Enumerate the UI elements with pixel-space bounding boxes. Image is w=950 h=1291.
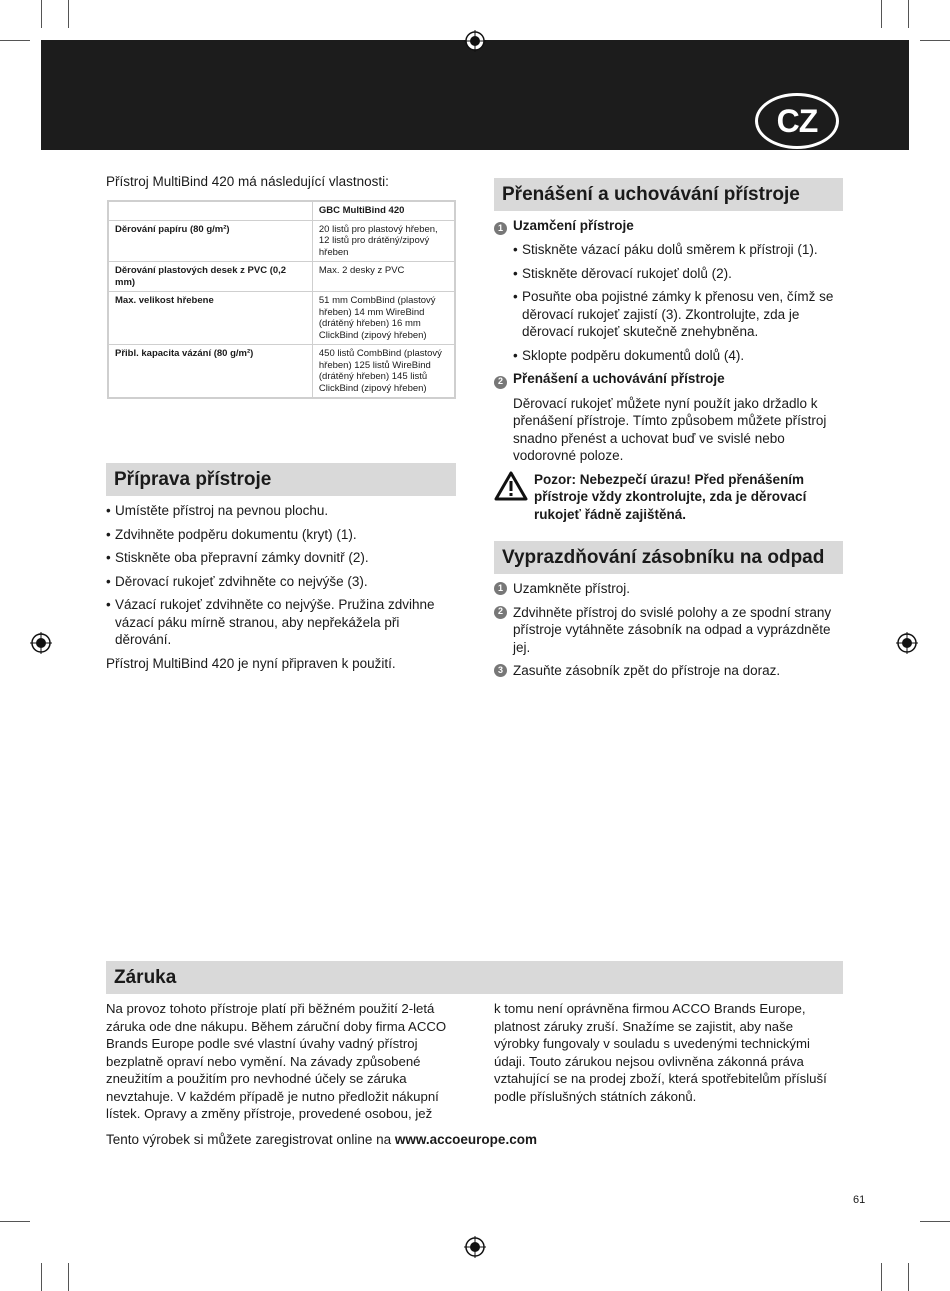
step-heading-text: Uzamčení přístroje: [513, 218, 634, 233]
table-row: [108, 262, 455, 292]
table-row: [108, 292, 455, 345]
table-row: [108, 220, 455, 262]
registration-mark-icon: [896, 632, 918, 654]
warning-triangle-icon: [494, 471, 528, 501]
warranty-text-left: Na provoz tohoto přístroje platí při běžném použití 2-letá záruka ode dne nákupu. Během záruční doby firma ACCO Brands Europe podle své vlastní úvahy vadný přístroj bezplatně opraví nebo vymění. Na závady způsobené zneužitím a použitím pro nevhodné účely se záruka nevztahuje. V každém případě je nutno předložit nákupní lístek. Opravy a změny přístroje, provedené osobou, jež: [106, 1001, 447, 1121]
crop-mark: [68, 0, 69, 28]
registration-mark-icon: [30, 632, 52, 654]
waste-steps: [494, 580, 844, 686]
section-title-transport: Přenášení a uchovávání přístroje: [494, 178, 843, 211]
website-link[interactable]: www.accoeurope.com: [394, 1132, 537, 1147]
registration-mark-icon: [464, 1236, 486, 1258]
preparation-list: [106, 502, 456, 678]
section-title-waste: Vyprazdňování zásobníku na odpad: [494, 541, 843, 574]
list-item: • Stiskněte oba přepravní zámky dovnitř (2).: [106, 549, 456, 567]
spec-value: 51 mm CombBind (plastový hřeben) 14 mm WireBind (drátěný hřeben) 16 mm ClickBind (zipový hřeben): [312, 292, 455, 345]
step-bullets: [494, 241, 844, 364]
step-heading-text: Přenášení a uchovávání přístroje: [513, 371, 725, 387]
header-band: [41, 40, 909, 150]
spec-table-corner: [108, 201, 312, 220]
spec-table-header: GBC MultiBind 420: [312, 201, 455, 220]
step-text: Děrovací rukojeť můžete nyní použít jako držadlo k přenášení přístroje. Tímto způsobem můžete přístroj snadno přenést a uchovat buď ve svislé nebo vodorovné poloze.: [513, 395, 827, 463]
section-title-preparation: Příprava přístroje: [106, 463, 456, 496]
crop-mark: [881, 0, 882, 28]
crop-mark: [881, 1263, 882, 1291]
step-text: Uzamkněte přístroj.: [513, 581, 631, 596]
register-text: Tento výrobek si můžete zaregistrovat online na: [106, 1132, 395, 1147]
crop-mark: [41, 1263, 42, 1291]
page-number: 61: [853, 1194, 866, 1206]
crop-mark: [41, 0, 42, 28]
transport-content: [494, 217, 844, 523]
warranty-text-right: k tomu není oprávněna firmou ACCO Brands Europe, platnost záruky zruší. Snažíme se zajistit, aby naše výrobky fungovaly v souladu s uvedenými technickými údaji. Touto zárukou nejsou ovlivněna zákonná práva vztahující se na prodej zboží, která spotřebitelům přísluší podle příslušných státních zákonů.: [494, 1001, 827, 1104]
list-item: • Posuňte oba pojistné zámky k přenosu ven, čímž se děrovací rukojeť zajistí (3). Zkontrolujte, zda je děrovací rukojeť skutečně znehybněna.: [513, 288, 844, 341]
list-item: [494, 580, 844, 598]
crop-mark: [908, 0, 909, 28]
list-item: [494, 604, 844, 657]
list-item: [494, 662, 844, 680]
spec-table-header-row: [108, 201, 455, 220]
spec-label: Přibl. kapacita vázání (80 g/m²): [108, 345, 312, 399]
list-item: • Děrovací rukojeť zdvihněte co nejvýše (3).: [106, 573, 456, 591]
warning-note: [494, 471, 844, 524]
warning-text: Pozor: Nebezpečí úrazu! Před přenášením přístroje vždy zkontrolujte, zda je děrovací rukojeť řádně zajištěná.: [534, 471, 807, 522]
spec-label: Max. velikost hřebene: [108, 292, 312, 345]
step-number-icon: 1: [494, 222, 507, 235]
section-title-warranty: Záruka: [106, 961, 843, 994]
spec-value: 450 listů CombBind (plastový hřeben) 125 listů WireBind (drátěný hřeben) 145 listů ClickBind (zipový hřeben): [312, 345, 455, 399]
crop-mark: [0, 1221, 30, 1222]
registration-mark-icon: [464, 30, 486, 52]
spec-label: Děrování papíru (80 g/m²): [108, 220, 312, 262]
list-item: • Umístěte přístroj na pevnou plochu.: [106, 502, 456, 520]
list-item: • Stiskněte vázací páku dolů směrem k přístroji (1).: [513, 241, 844, 259]
register-line: [106, 1131, 706, 1149]
step-number-icon: 1: [494, 582, 507, 595]
step-heading: [494, 217, 844, 235]
step-heading: [494, 370, 844, 388]
crop-mark: [0, 40, 30, 41]
step-number-icon: 2: [494, 376, 507, 389]
spec-value: Max. 2 desky z PVC: [312, 262, 455, 292]
spec-table: [107, 200, 456, 399]
table-row: [108, 345, 455, 399]
list-item: • Vázací rukojeť zdvihněte co nejvýše. Pružina zdvihne vázací páku mírně stranou, aby nepřekážela při děrování.: [106, 596, 456, 649]
crop-mark: [68, 1263, 69, 1291]
crop-mark: [920, 1221, 950, 1222]
step-text: Zasuňte zásobník zpět do přístroje na doraz.: [513, 663, 781, 678]
spec-label: Děrování plastových desek z PVC (0,2 mm): [108, 262, 312, 292]
language-badge: CZ: [755, 93, 839, 149]
intro-text: Přístroj MultiBind 420 má následující vlastnosti:: [106, 174, 389, 189]
spec-value: 20 listů pro plastový hřeben, 12 listů pro drátěný/zipový hřeben: [312, 220, 455, 262]
step-text: Zdvihněte přístroj do svislé polohy a ze spodní strany přístroje vytáhněte zásobník na odpad a vyprázdněte jej.: [513, 604, 832, 655]
list-item: • Zdvihněte podpěru dokumentu (kryt) (1).: [106, 526, 456, 544]
list-item: • Sklopte podpěru dokumentů dolů (4).: [513, 347, 844, 365]
crop-mark: [920, 40, 950, 41]
crop-mark: [908, 1263, 909, 1291]
step-number-icon: 2: [494, 606, 507, 619]
preparation-closing: Přístroj MultiBind 420 je nyní připraven k použití.: [106, 655, 396, 671]
step-number-icon: 3: [494, 664, 507, 677]
list-item: • Stiskněte děrovací rukojeť dolů (2).: [513, 265, 844, 283]
